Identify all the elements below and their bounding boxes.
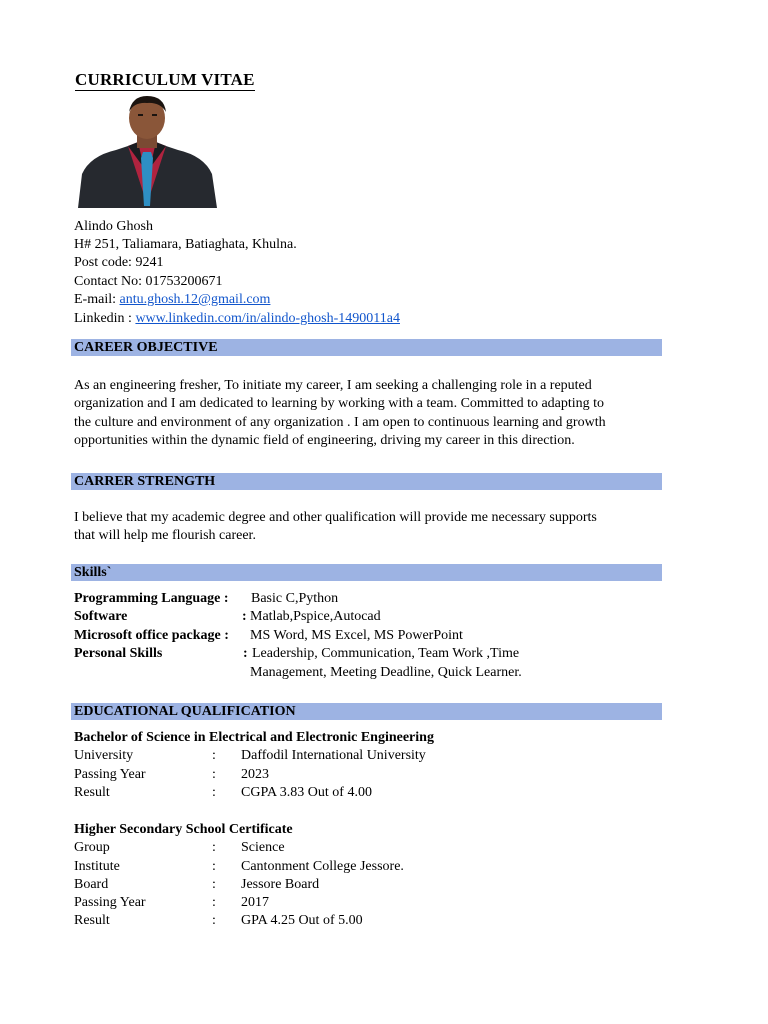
education-value: 2023 [241,767,269,782]
education-label: University [74,748,134,763]
email-link[interactable]: antu.ghosh.12@gmail.com [119,292,271,307]
education-label: Board [74,877,109,892]
education-label: Passing Year [74,767,146,782]
career-objective-line: As an engineering fresher, To initiate my career, I am seeking a challenging role in a reputed [74,378,592,393]
contact-phone: Contact No: 01753200671 [74,274,223,289]
education-colon: : [212,895,216,910]
skill-value: Basic C,Python [251,591,339,606]
page-title: CURRICULUM VITAE [75,70,255,89]
education-colon: : [212,785,216,800]
education-label: Result [74,913,110,928]
linkedin-label: Linkedin : [74,311,136,326]
contact-linkedin-line [74,310,400,328]
education-value: 2017 [241,895,269,910]
contact-name: Alindo Ghosh [74,219,153,234]
career-objective-line: opportunities within the dynamic field of engineering, driving my career in this direction. [74,433,575,449]
education-label: Institute [74,859,120,874]
education-heading: EDUCATIONAL QUALIFICATION [71,703,662,720]
skill-row [0,590,768,608]
education-row [0,876,768,894]
contact-email-line [74,291,270,309]
education-value: Cantonment College Jessore. [241,859,404,874]
education-colon: : [212,767,216,782]
skill-value: Leadership, Communication, Team Work ,Time [252,646,520,661]
skill-row [0,645,768,681]
skill-colon: : [242,609,247,624]
education-value: Daffodil International University [241,748,426,763]
education-label: Result [74,785,110,800]
skills-heading: Skills` [71,564,662,581]
career-strength-line: I believe that my academic degree and other qualification will provide me necessary supports [74,510,597,525]
education-value: Jessore Board [241,877,320,892]
degree-title: Bachelor of Science in Electrical and Electronic Engineering [74,730,434,745]
career-strength-heading: CARRER STRENGTH [71,473,662,490]
education-colon: : [212,748,216,763]
education-colon: : [212,840,216,855]
career-objective-heading: CAREER OBJECTIVE [71,339,662,356]
education-colon: : [212,877,216,892]
education-value: Science [241,840,285,855]
profile-photo [76,94,218,208]
skill-label: Microsoft office package : [74,628,229,643]
career-strength-text [74,509,669,546]
skill-value: Matlab,Pspice,Autocad [250,609,381,624]
career-strength-line: that will help me flourish career. [74,528,256,544]
career-objective-line: the culture and environment of any organization . I am open to continuous learning and growth [74,414,606,430]
skill-label: Software [74,609,128,624]
email-label: E-mail: [74,292,120,307]
career-objective-text [74,377,669,451]
education-row [0,766,768,784]
education-row [0,894,768,912]
education-value: CGPA 3.83 Out of 4.00 [241,785,372,800]
career-objective-line: organization and I am dedicated to learning by working with a team. Committed to adapting to [74,396,605,412]
contact-post-code: Post code: 9241 [74,255,164,270]
education-row [0,747,768,765]
contact-address: H# 251, Taliamara, Batiaghata, Khulna. [74,237,297,252]
education-label: Group [74,840,110,855]
skill-label: Personal Skills [74,646,163,661]
skill-row [0,608,768,626]
education-row [0,839,768,857]
degree-title: Higher Secondary School Certificate [74,822,293,837]
education-row [0,858,768,876]
skill-label: Programming Language : [74,591,229,606]
education-label: Passing Year [74,895,146,910]
skill-row [0,627,768,645]
education-row [0,784,768,802]
education-value: GPA 4.25 Out of 5.00 [241,913,363,928]
education-row [0,912,768,930]
education-colon: : [212,913,216,928]
skill-value: MS Word, MS Excel, MS PowerPoint [250,628,463,643]
skill-colon: : [243,646,248,661]
skill-value-continued: Management, Meeting Deadline, Quick Learner. [250,665,522,680]
linkedin-link[interactable]: www.linkedin.com/in/alindo-ghosh-1490011a4 [135,311,400,326]
education-colon: : [212,859,216,874]
